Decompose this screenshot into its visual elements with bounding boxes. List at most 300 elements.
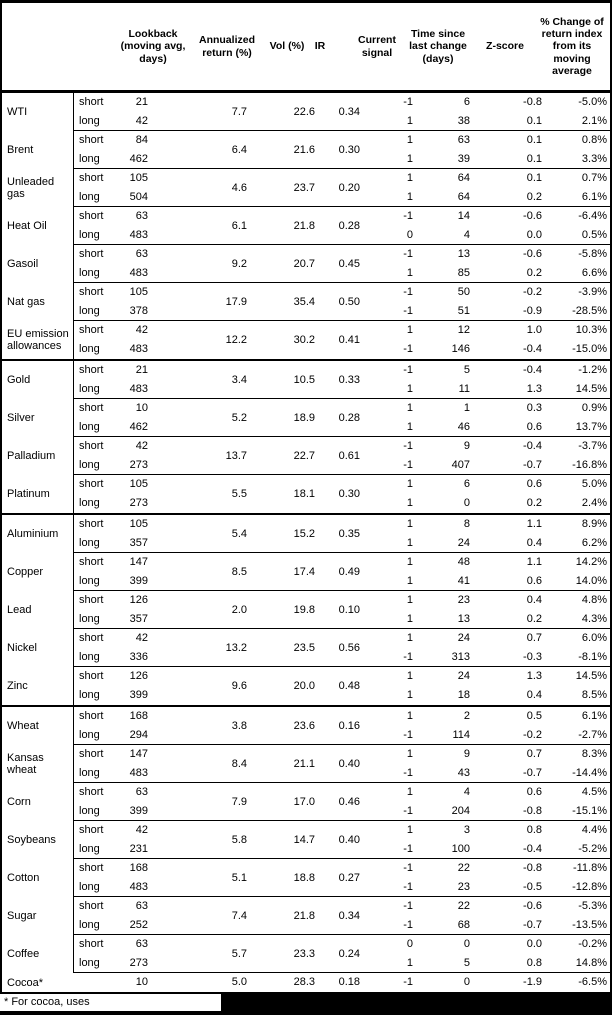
commodity-name-cell: WTI bbox=[7, 106, 28, 118]
ir-cell: 0.61 bbox=[338, 449, 360, 462]
ir-cell: 0.30 bbox=[338, 487, 360, 500]
current-signal-cell: 0 bbox=[406, 938, 413, 950]
row-type-cell: short bbox=[73, 935, 116, 954]
row-type-cell: long bbox=[73, 534, 116, 553]
lookback-cell: 273 bbox=[129, 957, 148, 969]
pct-change-cell: 5.0% bbox=[581, 478, 607, 490]
row-type-cell: short bbox=[73, 283, 116, 302]
header-cell-time-since-change: Time since last change (days) bbox=[409, 27, 467, 65]
row-type-cell: long bbox=[73, 954, 116, 973]
current-signal-cell: 1 bbox=[406, 267, 413, 279]
current-signal-cell: 1 bbox=[406, 670, 413, 682]
time-since-change-cell: 4 bbox=[463, 229, 470, 241]
current-signal-cell: 1 bbox=[406, 594, 413, 606]
current-signal-cell: -1 bbox=[403, 651, 413, 663]
vol-cell: 21.1 bbox=[293, 757, 315, 770]
z-score-cell: -0.4 bbox=[523, 364, 542, 376]
vol-cell: 23.3 bbox=[293, 947, 315, 960]
row-type-cell: short bbox=[73, 475, 116, 494]
ir-cell: 0.34 bbox=[338, 105, 360, 118]
lookback-cell: 126 bbox=[129, 594, 148, 606]
time-since-change-cell: 9 bbox=[463, 440, 470, 452]
z-score-cell: -0.6 bbox=[523, 900, 542, 912]
ir-cell: 0.35 bbox=[338, 527, 360, 540]
row-type-cell: long bbox=[73, 916, 116, 935]
annualized-return-cell: 9.2 bbox=[231, 257, 247, 270]
z-score-cell: 0.6 bbox=[526, 478, 542, 490]
pct-change-cell: 8.5% bbox=[581, 689, 607, 701]
time-since-change-cell: 5 bbox=[463, 364, 470, 376]
z-score-cell: -0.8 bbox=[523, 96, 542, 108]
z-score-cell: 0.8 bbox=[526, 957, 542, 969]
header-cell-empty bbox=[2, 3, 116, 90]
lookback-cell: 10 bbox=[135, 402, 148, 414]
pct-change-cell: 2.1% bbox=[581, 115, 607, 127]
ir-cell: 0.28 bbox=[338, 411, 360, 424]
lookback-cell: 294 bbox=[129, 729, 148, 741]
commodity-group bbox=[2, 515, 610, 553]
z-score-cell: 1.1 bbox=[526, 518, 542, 530]
commodity-group bbox=[2, 629, 610, 667]
commodity-group bbox=[2, 207, 610, 245]
current-signal-cell: 1 bbox=[406, 402, 413, 414]
time-since-change-cell: 23 bbox=[457, 881, 470, 893]
row-type-cell: long bbox=[73, 226, 116, 245]
commodity-group bbox=[2, 475, 610, 513]
pct-change-cell: -5.0% bbox=[578, 96, 607, 108]
z-score-cell: 0.0 bbox=[526, 229, 542, 241]
vol-cell: 22.6 bbox=[293, 105, 315, 118]
commodity-name-cell: Cotton bbox=[7, 872, 40, 884]
row-type-cell: short bbox=[73, 707, 116, 726]
time-since-change-cell: 48 bbox=[457, 556, 470, 568]
row-type-cell: long bbox=[73, 686, 116, 705]
lookback-cell: 126 bbox=[129, 670, 148, 682]
pct-change-cell: 6.6% bbox=[581, 267, 607, 279]
pct-change-cell: 0.5% bbox=[581, 229, 607, 241]
commodity-name-cell: Coffee bbox=[7, 948, 40, 960]
time-since-change-cell: 63 bbox=[457, 134, 470, 146]
pct-change-cell: -28.5% bbox=[572, 305, 607, 317]
time-since-change-cell: 51 bbox=[457, 305, 470, 317]
ir-cell: 0.20 bbox=[338, 181, 360, 194]
row-type-cell: long bbox=[73, 494, 116, 513]
lookback-cell: 168 bbox=[129, 710, 148, 722]
time-since-change-cell: 85 bbox=[457, 267, 470, 279]
row-type-cell: long bbox=[73, 610, 116, 629]
pct-change-cell: 3.3% bbox=[581, 153, 607, 165]
current-signal-cell: -1 bbox=[403, 805, 413, 817]
pct-change-cell: 0.7% bbox=[581, 172, 607, 184]
lookback-cell: 105 bbox=[129, 172, 148, 184]
row-type-cell: short bbox=[73, 821, 116, 840]
vol-cell: 28.3 bbox=[293, 976, 315, 988]
time-since-change-cell: 4 bbox=[463, 786, 470, 798]
time-since-change-cell: 6 bbox=[463, 478, 470, 490]
time-since-change-cell: 22 bbox=[457, 862, 470, 874]
z-score-cell: 0.6 bbox=[526, 421, 542, 433]
z-score-cell: -0.4 bbox=[523, 440, 542, 452]
commodity-group bbox=[2, 283, 610, 321]
annualized-return-cell: 3.8 bbox=[231, 719, 247, 732]
lookback-cell: 462 bbox=[129, 153, 148, 165]
commodity-name-cell: Unleaded gas bbox=[7, 176, 55, 200]
annualized-return-cell: 5.2 bbox=[231, 411, 247, 424]
z-score-cell: -0.2 bbox=[523, 286, 542, 298]
lookback-cell: 336 bbox=[129, 651, 148, 663]
header-spacer bbox=[330, 3, 354, 90]
commodity-group bbox=[2, 707, 610, 745]
time-since-change-cell: 64 bbox=[457, 191, 470, 203]
time-since-change-cell: 313 bbox=[451, 651, 470, 663]
current-signal-cell: -1 bbox=[403, 881, 413, 893]
time-since-change-cell: 38 bbox=[457, 115, 470, 127]
time-since-change-cell: 43 bbox=[457, 767, 470, 779]
time-since-change-cell: 12 bbox=[457, 324, 470, 336]
row-type-cell: long bbox=[73, 648, 116, 667]
z-score-cell: 0.2 bbox=[526, 191, 542, 203]
pct-change-cell: -5.2% bbox=[578, 843, 607, 855]
lookback-cell: 84 bbox=[135, 134, 148, 146]
pct-change-cell: 14.0% bbox=[575, 575, 607, 587]
row-type-cell: long bbox=[73, 112, 116, 131]
z-score-cell: 0.2 bbox=[526, 497, 542, 509]
vol-cell: 20.7 bbox=[293, 257, 315, 270]
pct-change-cell: 8.3% bbox=[581, 748, 607, 760]
row-type-cell: short bbox=[73, 399, 116, 418]
pct-change-cell: -3.7% bbox=[578, 440, 607, 452]
annualized-return-cell: 6.4 bbox=[231, 143, 247, 156]
ir-cell: 0.28 bbox=[338, 219, 360, 232]
table-footer bbox=[0, 994, 612, 1015]
ir-cell: 0.40 bbox=[338, 833, 360, 846]
annualized-return-cell: 2.0 bbox=[231, 603, 247, 616]
current-signal-cell: 1 bbox=[406, 191, 413, 203]
annualized-return-cell: 7.7 bbox=[231, 105, 247, 118]
annualized-return-cell: 8.5 bbox=[231, 565, 247, 578]
ir-cell: 0.41 bbox=[338, 333, 360, 346]
commodity-name-cell: Sugar bbox=[7, 910, 37, 922]
lookback-cell: 483 bbox=[129, 767, 148, 779]
row-type-cell: long bbox=[73, 764, 116, 783]
time-since-change-cell: 0 bbox=[463, 976, 470, 988]
z-score-cell: 1.0 bbox=[526, 324, 542, 336]
z-score-cell: -1.9 bbox=[523, 976, 542, 988]
lookback-cell: 483 bbox=[129, 267, 148, 279]
commodity-group bbox=[2, 553, 610, 591]
row-type-cell bbox=[73, 973, 116, 992]
row-type-cell: short bbox=[73, 131, 116, 150]
lookback-cell: 378 bbox=[129, 305, 148, 317]
annualized-return-cell: 4.6 bbox=[231, 181, 247, 194]
z-score-cell: 1.3 bbox=[526, 383, 542, 395]
z-score-cell: -0.7 bbox=[523, 459, 542, 471]
pct-change-cell: 14.5% bbox=[575, 670, 607, 682]
pct-change-cell: 4.3% bbox=[581, 613, 607, 625]
ir-cell: 0.16 bbox=[338, 719, 360, 732]
current-signal-cell: 1 bbox=[406, 115, 413, 127]
vol-cell: 21.6 bbox=[293, 143, 315, 156]
pct-change-cell: 6.1% bbox=[581, 191, 607, 203]
commodity-name-cell: Lead bbox=[7, 604, 32, 616]
current-signal-cell: -1 bbox=[403, 843, 413, 855]
pct-change-cell: 4.5% bbox=[581, 786, 607, 798]
current-signal-cell: 1 bbox=[406, 324, 413, 336]
current-signal-cell: 1 bbox=[406, 786, 413, 798]
row-type-cell: short bbox=[73, 437, 116, 456]
annualized-return-cell: 7.9 bbox=[231, 795, 247, 808]
pct-change-cell: -2.7% bbox=[578, 729, 607, 741]
pct-change-cell: -16.8% bbox=[572, 459, 607, 471]
z-score-cell: 0.1 bbox=[526, 115, 542, 127]
z-score-cell: 0.6 bbox=[526, 786, 542, 798]
z-score-cell: -0.6 bbox=[523, 248, 542, 260]
vol-cell: 23.6 bbox=[293, 719, 315, 732]
time-since-change-cell: 64 bbox=[457, 172, 470, 184]
z-score-cell: 0.7 bbox=[526, 748, 542, 760]
commodity-name-cell: Copper bbox=[7, 566, 44, 578]
row-type-cell: short bbox=[73, 859, 116, 878]
time-since-change-cell: 100 bbox=[451, 843, 470, 855]
current-signal-cell: 1 bbox=[406, 689, 413, 701]
time-since-change-cell: 50 bbox=[457, 286, 470, 298]
annualized-return-cell: 5.4 bbox=[231, 527, 247, 540]
ir-cell: 0.30 bbox=[338, 143, 360, 156]
time-since-change-cell: 1 bbox=[463, 402, 470, 414]
lookback-cell: 483 bbox=[129, 383, 148, 395]
pct-change-cell: 4.8% bbox=[581, 594, 607, 606]
pct-change-cell: 14.5% bbox=[575, 383, 607, 395]
vol-cell: 18.8 bbox=[293, 871, 315, 884]
ir-cell: 0.56 bbox=[338, 641, 360, 654]
pct-change-cell: 0.8% bbox=[581, 134, 607, 146]
commodity-name-cell: Cocoa* bbox=[7, 976, 44, 989]
pct-change-cell: -13.5% bbox=[572, 919, 607, 931]
table-body bbox=[2, 93, 610, 992]
row-type-cell: long bbox=[73, 302, 116, 321]
commodity-name-cell: Corn bbox=[7, 796, 31, 808]
ir-cell: 0.40 bbox=[338, 757, 360, 770]
current-signal-cell: -1 bbox=[403, 210, 413, 222]
row-type-cell: long bbox=[73, 150, 116, 169]
vol-cell: 14.7 bbox=[293, 833, 315, 846]
lookback-cell: 357 bbox=[129, 537, 148, 549]
z-score-cell: 0.6 bbox=[526, 575, 542, 587]
lookback-cell: 42 bbox=[135, 440, 148, 452]
current-signal-cell: -1 bbox=[403, 248, 413, 260]
commodity-name-cell: EU emission allowances bbox=[7, 328, 69, 352]
z-score-cell: 0.3 bbox=[526, 402, 542, 414]
commodity-sector bbox=[2, 93, 610, 361]
pct-change-cell: -3.9% bbox=[578, 286, 607, 298]
time-since-change-cell: 24 bbox=[457, 537, 470, 549]
commodity-name-cell: Nickel bbox=[7, 642, 37, 654]
z-score-cell: -0.7 bbox=[523, 919, 542, 931]
commodity-name-cell: Heat Oil bbox=[7, 220, 47, 232]
pct-change-cell: 4.4% bbox=[581, 824, 607, 836]
pct-change-cell: -0.2% bbox=[578, 938, 607, 950]
commodity-group bbox=[2, 935, 610, 973]
vol-cell: 30.2 bbox=[293, 333, 315, 346]
commodity-name-cell: Aluminium bbox=[7, 528, 59, 540]
commodity-group bbox=[2, 783, 610, 821]
commodity-name-cell: Platinum bbox=[7, 488, 50, 500]
current-signal-cell: -1 bbox=[403, 305, 413, 317]
vol-cell: 17.0 bbox=[293, 795, 315, 808]
current-signal-cell: 1 bbox=[406, 134, 413, 146]
current-signal-cell: -1 bbox=[403, 364, 413, 376]
row-type-cell: short bbox=[73, 321, 116, 340]
ir-cell: 0.49 bbox=[338, 565, 360, 578]
commodity-sector bbox=[2, 515, 610, 707]
commodity-name-cell: Nat gas bbox=[7, 296, 45, 308]
commodity-group bbox=[2, 859, 610, 897]
commodity-group bbox=[2, 973, 610, 992]
annualized-return-cell: 5.1 bbox=[231, 871, 247, 884]
row-type-cell: long bbox=[73, 340, 116, 359]
row-type-cell: long bbox=[73, 572, 116, 591]
time-since-change-cell: 13 bbox=[457, 613, 470, 625]
lookback-cell: 483 bbox=[129, 881, 148, 893]
header-cell-vol: Vol (%) bbox=[269, 40, 305, 53]
annualized-return-cell: 5.0 bbox=[231, 976, 247, 988]
z-score-cell: 0.5 bbox=[526, 710, 542, 722]
lookback-cell: 63 bbox=[135, 786, 148, 798]
pct-change-cell: -5.8% bbox=[578, 248, 607, 260]
pct-change-cell: -12.8% bbox=[572, 881, 607, 893]
annualized-return-cell: 8.4 bbox=[231, 757, 247, 770]
commodity-group bbox=[2, 361, 610, 399]
row-type-cell: short bbox=[73, 361, 116, 380]
row-type-cell: short bbox=[73, 515, 116, 534]
annualized-return-cell: 9.6 bbox=[231, 679, 247, 692]
header-cell-ir: IR bbox=[314, 40, 326, 53]
row-type-cell: short bbox=[73, 93, 116, 112]
current-signal-cell: -1 bbox=[403, 343, 413, 355]
z-score-cell: -0.7 bbox=[523, 767, 542, 779]
current-signal-cell: 1 bbox=[406, 613, 413, 625]
current-signal-cell: 1 bbox=[406, 957, 413, 969]
annualized-return-cell: 12.2 bbox=[225, 333, 247, 346]
lookback-cell: 504 bbox=[129, 191, 148, 203]
vol-cell: 10.5 bbox=[293, 373, 315, 386]
current-signal-cell: -1 bbox=[403, 767, 413, 779]
commodity-group bbox=[2, 131, 610, 169]
current-signal-cell: 1 bbox=[406, 748, 413, 760]
lookback-cell: 399 bbox=[129, 689, 148, 701]
vol-cell: 35.4 bbox=[293, 295, 315, 308]
lookback-cell: 21 bbox=[135, 96, 148, 108]
lookback-cell: 63 bbox=[135, 938, 148, 950]
current-signal-cell: 1 bbox=[406, 575, 413, 587]
z-score-cell: -0.4 bbox=[523, 843, 542, 855]
time-since-change-cell: 8 bbox=[463, 518, 470, 530]
vol-cell: 23.5 bbox=[293, 641, 315, 654]
header-cell-current-signal: Current signal bbox=[358, 34, 396, 59]
commodity-sector bbox=[2, 361, 610, 515]
commodity-name-cell: Brent bbox=[7, 144, 34, 156]
time-since-change-cell: 6 bbox=[463, 96, 470, 108]
ir-cell: 0.34 bbox=[338, 909, 360, 922]
lookback-cell: 399 bbox=[129, 805, 148, 817]
vol-cell: 18.9 bbox=[293, 411, 315, 424]
lookback-cell: 63 bbox=[135, 210, 148, 222]
time-since-change-cell: 23 bbox=[457, 594, 470, 606]
lookback-cell: 10 bbox=[135, 976, 148, 988]
z-score-cell: 0.0 bbox=[526, 938, 542, 950]
lookback-cell: 483 bbox=[129, 229, 148, 241]
footnote: * For cocoa, uses bbox=[0, 994, 221, 1011]
pct-change-cell: 8.9% bbox=[581, 518, 607, 530]
pct-change-cell: -5.3% bbox=[578, 900, 607, 912]
z-score-cell: -0.8 bbox=[523, 805, 542, 817]
commodity-name-cell: Soybeans bbox=[7, 834, 56, 846]
commodity-group bbox=[2, 169, 610, 207]
current-signal-cell: -1 bbox=[403, 919, 413, 931]
lookback-cell: 357 bbox=[129, 613, 148, 625]
table-header bbox=[2, 3, 610, 93]
lookback-cell: 231 bbox=[129, 843, 148, 855]
row-type-cell: short bbox=[73, 169, 116, 188]
time-since-change-cell: 407 bbox=[451, 459, 470, 471]
time-since-change-cell: 39 bbox=[457, 153, 470, 165]
lookback-cell: 21 bbox=[135, 364, 148, 376]
annualized-return-cell: 7.4 bbox=[231, 909, 247, 922]
row-type-cell: short bbox=[73, 553, 116, 572]
lookback-cell: 63 bbox=[135, 248, 148, 260]
pct-change-cell: -1.2% bbox=[578, 364, 607, 376]
current-signal-cell: 1 bbox=[406, 556, 413, 568]
pct-change-cell: -11.8% bbox=[572, 862, 607, 874]
pct-change-cell: 6.1% bbox=[581, 710, 607, 722]
lookback-cell: 147 bbox=[129, 748, 148, 760]
ir-cell: 0.50 bbox=[338, 295, 360, 308]
current-signal-cell: 1 bbox=[406, 421, 413, 433]
commodity-name-cell: Gold bbox=[7, 374, 31, 386]
commodity-group bbox=[2, 745, 610, 783]
annualized-return-cell: 3.4 bbox=[231, 373, 247, 386]
z-score-cell: -0.5 bbox=[523, 881, 542, 893]
row-type-cell: short bbox=[73, 629, 116, 648]
current-signal-cell: -1 bbox=[403, 286, 413, 298]
z-score-cell: -0.8 bbox=[523, 862, 542, 874]
ir-cell: 0.33 bbox=[338, 373, 360, 386]
annualized-return-cell: 13.2 bbox=[225, 641, 247, 654]
pct-change-cell: -8.1% bbox=[578, 651, 607, 663]
z-score-cell: 1.3 bbox=[526, 670, 542, 682]
pct-change-cell: -6.4% bbox=[578, 210, 607, 222]
current-signal-cell: 1 bbox=[406, 710, 413, 722]
row-type-cell: short bbox=[73, 591, 116, 610]
row-type-cell: short bbox=[73, 745, 116, 764]
commodity-name-cell: Kansas wheat bbox=[7, 752, 44, 776]
header-cell-pct-change: % Change of return index from its moving average bbox=[540, 15, 604, 78]
current-signal-cell: -1 bbox=[403, 900, 413, 912]
current-signal-cell: 1 bbox=[406, 824, 413, 836]
row-type-cell: long bbox=[73, 726, 116, 745]
commodity-group bbox=[2, 245, 610, 283]
lookback-cell: 105 bbox=[129, 286, 148, 298]
commodity-group bbox=[2, 399, 610, 437]
lookback-cell: 42 bbox=[135, 115, 148, 127]
z-score-cell: 0.4 bbox=[526, 537, 542, 549]
row-type-cell: long bbox=[73, 380, 116, 399]
vol-cell: 21.8 bbox=[293, 219, 315, 232]
commodity-sector bbox=[2, 707, 610, 992]
vol-cell: 20.0 bbox=[293, 679, 315, 692]
ir-cell: 0.45 bbox=[338, 257, 360, 270]
commodity-group bbox=[2, 591, 610, 629]
